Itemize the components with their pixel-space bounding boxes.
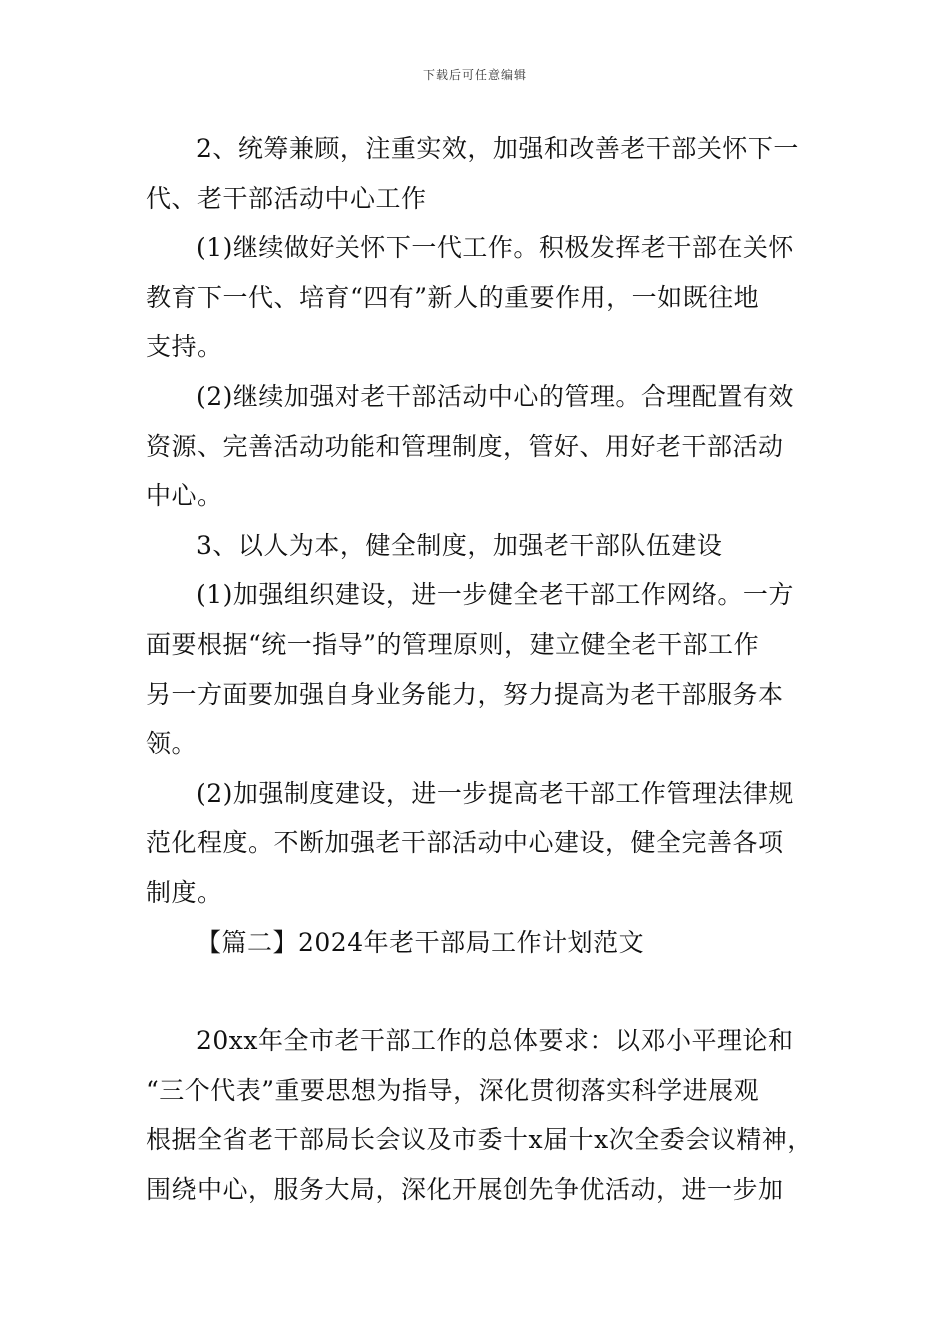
text-line: 20xx年全市老干部工作的总体要求：以邓小平理论和 bbox=[196, 1026, 794, 1056]
page-header-note: 下载后可任意编辑 bbox=[422, 68, 527, 82]
text-line: 资源、完善活动功能和管理制度，管好、用好老干部活动 bbox=[146, 431, 784, 461]
section-heading-part-two bbox=[146, 918, 818, 968]
text-line: 面要根据“统一指导”的管理原则，建立健全老干部工作 bbox=[146, 629, 760, 659]
paragraph-item-3-1 bbox=[146, 570, 818, 768]
paragraph-item-2-1 bbox=[146, 223, 818, 372]
paragraph-item-3-2 bbox=[146, 769, 818, 918]
text-line: 范化程度。不断加强老干部活动中心建设，健全完善各项 bbox=[146, 828, 784, 858]
document-body bbox=[146, 124, 818, 1214]
text-line: 中心。 bbox=[146, 481, 223, 511]
text-line: 领。 bbox=[146, 729, 198, 759]
text-line: 教育下一代、培育“四有”新人的重要作用，一如既往地 bbox=[146, 282, 760, 312]
paragraph-item-2-2 bbox=[146, 372, 818, 521]
text-line: 3、以人为本，健全制度，加强老干部队伍建设 bbox=[196, 530, 723, 560]
text-line: 另一方面要加强自身业务能力，努力提高为老干部服务本 bbox=[146, 679, 784, 709]
text-line: 制度。 bbox=[146, 877, 223, 907]
text-line: 2、统筹兼顾，注重实效，加强和改善老干部关怀下一 bbox=[196, 134, 799, 163]
text-line: 根据全省老干部局长会议及市委十x届十x次全委会议精神， bbox=[146, 1125, 813, 1155]
text-line: 【篇二】2024年老干部局工作计划范文 bbox=[196, 927, 645, 957]
text-line: (2)继续加强对老干部活动中心的管理。合理配置有效 bbox=[196, 381, 794, 411]
text-line: “三个代表”重要思想为指导，深化贯彻落实科学进展观 bbox=[146, 1075, 760, 1105]
text-line: 代、老干部活动中心工作 bbox=[146, 183, 427, 213]
text-line: 围绕中心，服务大局，深化开展创先争优活动，进一步加 bbox=[146, 1174, 784, 1204]
paragraph-overall-requirements bbox=[146, 1016, 818, 1214]
paragraph-section-2 bbox=[146, 124, 818, 223]
paragraph-section-3 bbox=[146, 521, 818, 571]
text-line: (1)继续做好关怀下一代工作。积极发挥老干部在关怀 bbox=[196, 233, 794, 263]
text-line: 支持。 bbox=[146, 332, 223, 362]
text-line: (1)加强组织建设，进一步健全老干部工作网络。一方 bbox=[196, 580, 794, 610]
text-line: (2)加强制度建设，进一步提高老干部工作管理法律规 bbox=[196, 778, 794, 808]
